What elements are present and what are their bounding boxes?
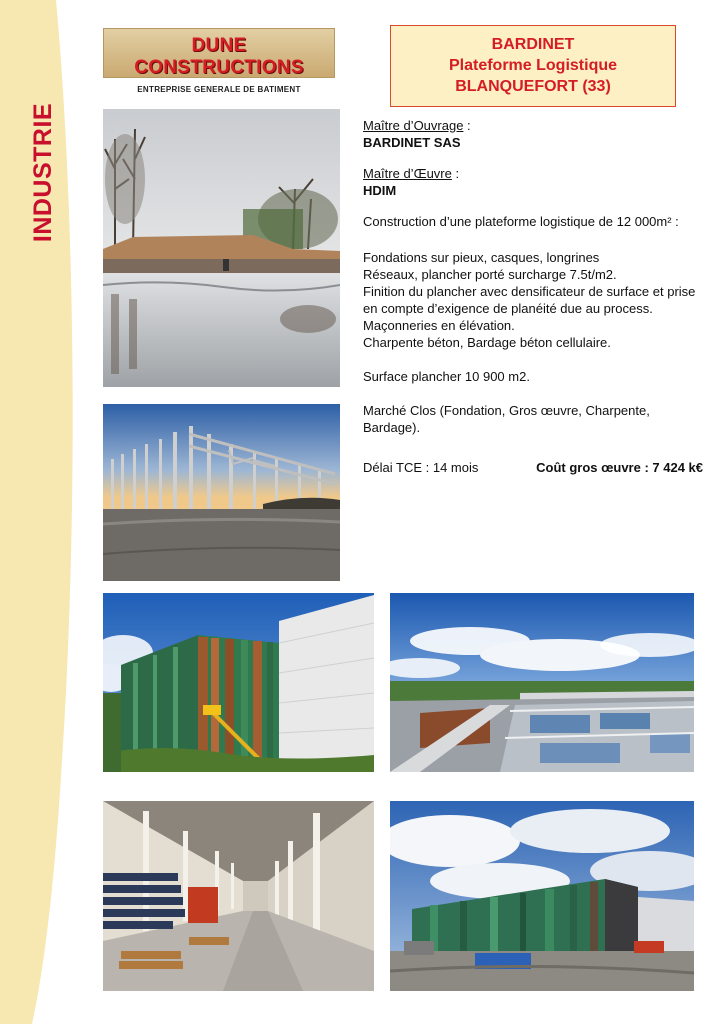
company-logo: [103, 28, 335, 94]
photo-concrete-frame: [103, 404, 340, 581]
work-item: Charpente béton, Bardage béton cellulaire.: [363, 335, 611, 350]
project-description: Construction d’une plateforme logistique de 12 000m² :: [363, 214, 679, 229]
delay-cost-row: [363, 459, 703, 476]
work-item: Réseaux, plancher porté surcharge 7.5t/m2.: [363, 267, 617, 282]
architect-value: HDIM: [363, 183, 397, 198]
photo-earthworks: [103, 109, 340, 387]
logo-tagline: ENTREPRISE GENERALE DE BATIMENT: [137, 85, 301, 94]
owner-label: Maître d’Ouvrage: [363, 118, 464, 133]
delay-text: Délai TCE : 14 mois: [363, 460, 479, 475]
surface-text: Surface plancher 10 900 m2.: [363, 369, 530, 384]
contract-text: Marché Clos (Fondation, Gros œuvre, Charpente, Bardage).: [363, 403, 650, 435]
cost-text: Coût gros œuvre : 7 424 k€: [536, 460, 703, 475]
photo-cladding-facade: [103, 593, 374, 772]
section-label-text: INDUSTRIE: [29, 102, 58, 242]
project-info: Maître d’Ouvrage : BARDINET SAS Maître d’Œuvre : HDIM Construction d’une plateforme logistique de 12 000m² : Fondations sur pieux, casques, longrines Réseaux, plancher porté surcharge 7.5t/m2. Finition du plancher avec densificateur de surface et prise en compte d’exigence de planéité due au process. Maçonneries en élévation. Charpente béton, Bardage béton cellulaire. Surface plancher 10 900 m2. Marché Clos (Fondation, Gros œuvre, Charpente, Bardage). Délai TCE : 14 mois Coût gros œuvre : 7 424 k€: [363, 118, 703, 475]
owner-value: BARDINET SAS: [363, 135, 461, 150]
work-item: Maçonneries en élévation.: [363, 318, 515, 333]
photo-building-exterior: [390, 801, 694, 991]
project-title-box: [390, 25, 676, 107]
architect-label: Maître d’Œuvre: [363, 166, 452, 181]
photo-warehouse-interior: [103, 801, 374, 991]
title-project: Plateforme Logistique: [448, 57, 618, 74]
work-item: Finition du plancher avec densificateur de surface et prise en compte d’exigence de planéité due au process.: [363, 284, 696, 316]
title-location: BLANQUEFORT (33): [455, 78, 611, 95]
photo-roof-aerial: [390, 593, 694, 772]
work-item: Fondations sur pieux, casques, longrines: [363, 250, 600, 265]
logo-name: DUNE CONSTRUCTIONS: [134, 35, 304, 78]
title-client: BARDINET: [491, 36, 575, 53]
section-label: [26, 92, 62, 252]
